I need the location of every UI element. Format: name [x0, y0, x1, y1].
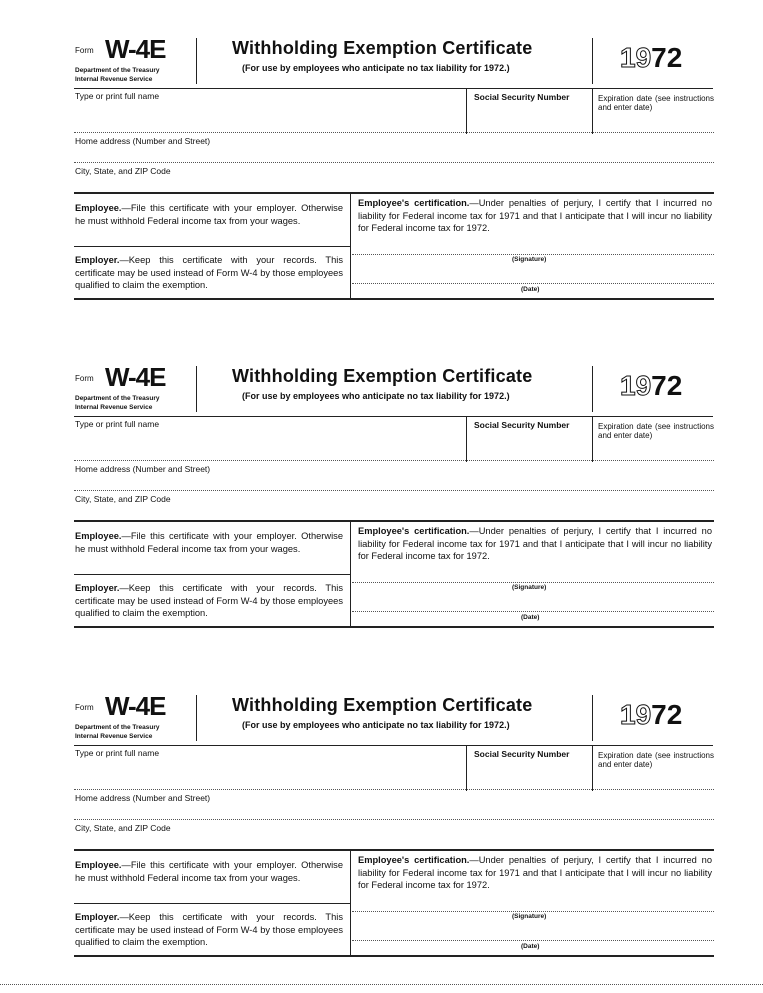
employee-certification [358, 854, 712, 892]
service: Internal Revenue Service [75, 733, 153, 740]
form-copy-3 [0, 693, 763, 993]
form-subtitle: (For use by employees who anticipate no tax liability for 1972.) [242, 391, 510, 401]
employee-heading: Employee. [75, 860, 122, 870]
signature-label: (Signature) [512, 584, 547, 591]
ssn-label: Social Security Number [474, 92, 570, 102]
expiration-field[interactable] [594, 769, 714, 789]
name-label: Type or print full name [75, 748, 160, 758]
employer-instructions [75, 911, 343, 949]
form-code: W-4E [105, 691, 166, 721]
employer-heading: Employer. [75, 583, 120, 593]
date-label: (Date) [521, 943, 540, 950]
form-copy-1 [0, 36, 763, 336]
employer-instructions [75, 254, 343, 292]
employee-certification [358, 525, 712, 563]
signature-label: (Signature) [512, 256, 547, 263]
expiration-label: Expiration date (see instructions and enter date) [598, 422, 714, 440]
address-field[interactable] [74, 146, 714, 162]
cut-line [0, 984, 763, 985]
tax-year [620, 699, 682, 731]
year-solid: 72 [651, 699, 683, 730]
form-subtitle: (For use by employees who anticipate no tax liability for 1972.) [242, 63, 510, 73]
form-title: Withholding Exemption Certificate [232, 38, 533, 58]
name-field[interactable] [74, 102, 464, 132]
signature-label: (Signature) [512, 913, 547, 920]
expiration-field[interactable] [594, 112, 714, 132]
date-label: (Date) [521, 286, 540, 293]
cert-heading: Employee's certification. [358, 526, 470, 536]
year-solid: 72 [651, 370, 683, 401]
agency [75, 723, 160, 741]
form-label: Form [75, 374, 94, 383]
employer-text: —Keep this certificate with your records. This certificate may be used instead of Form W-4 by those employees qualified to claim the exemption. [75, 255, 343, 290]
employer-heading: Employer. [75, 255, 120, 265]
service: Internal Revenue Service [75, 404, 153, 411]
form-code: W-4E [105, 34, 166, 64]
city-label: City, State, and ZIP Code [75, 823, 171, 833]
employer-text: —Keep this certificate with your records. This certificate may be used instead of Form W-4 by those employees qualified to claim the exemption. [75, 912, 343, 947]
cert-heading: Employee's certification. [358, 198, 470, 208]
date-label: (Date) [521, 614, 540, 621]
city-label: City, State, and ZIP Code [75, 494, 171, 504]
department: Department of the Treasury [75, 395, 160, 402]
employee-instructions [75, 859, 343, 884]
ssn-field[interactable] [468, 759, 590, 789]
signature-field[interactable] [352, 562, 714, 582]
expiration-label: Expiration date (see instructions and enter date) [598, 94, 714, 112]
address-field[interactable] [74, 803, 714, 819]
expiration-label: Expiration date (see instructions and enter date) [598, 751, 714, 769]
city-field[interactable] [74, 176, 714, 190]
employee-instructions [75, 202, 343, 227]
agency [75, 394, 160, 412]
form-label: Form [75, 703, 94, 712]
name-field[interactable] [74, 759, 464, 789]
year-outline: 19 [620, 370, 652, 401]
employee-certification [358, 197, 712, 235]
expiration-field[interactable] [594, 440, 714, 460]
ssn-label: Social Security Number [474, 420, 570, 430]
date-field[interactable] [352, 923, 714, 940]
year-outline: 19 [620, 42, 652, 73]
date-field[interactable] [352, 594, 714, 611]
employer-heading: Employer. [75, 912, 120, 922]
year-solid: 72 [651, 42, 683, 73]
employee-heading: Employee. [75, 531, 122, 541]
cert-heading: Employee's certification. [358, 855, 470, 865]
employer-instructions [75, 582, 343, 620]
ssn-field[interactable] [468, 430, 590, 460]
department: Department of the Treasury [75, 724, 160, 731]
employee-text: —File this certificate with your employer. Otherwise he must withhold Federal income tax from your wages. [75, 203, 343, 226]
year-outline: 19 [620, 699, 652, 730]
cert-text: —Under penalties of perjury, I certify that I incurred no liability for Federal income tax for 1971 and that I anticipate that I will incur no liability for Federal income tax for 1972. [358, 855, 712, 890]
city-field[interactable] [74, 833, 714, 847]
tax-year [620, 42, 682, 74]
ssn-field[interactable] [468, 102, 590, 132]
signature-field[interactable] [352, 234, 714, 254]
address-field[interactable] [74, 474, 714, 490]
form-title: Withholding Exemption Certificate [232, 695, 533, 715]
name-label: Type or print full name [75, 91, 160, 101]
employee-text: —File this certificate with your employer. Otherwise he must withhold Federal income tax from your wages. [75, 531, 343, 554]
employer-text: —Keep this certificate with your records. This certificate may be used instead of Form W-4 by those employees qualified to claim the exemption. [75, 583, 343, 618]
signature-field[interactable] [352, 891, 714, 911]
form-copy-2 [0, 364, 763, 664]
employee-heading: Employee. [75, 203, 122, 213]
form-code: W-4E [105, 362, 166, 392]
city-label: City, State, and ZIP Code [75, 166, 171, 176]
ssn-label: Social Security Number [474, 749, 570, 759]
date-field[interactable] [352, 266, 714, 283]
form-subtitle: (For use by employees who anticipate no tax liability for 1972.) [242, 720, 510, 730]
employee-instructions [75, 530, 343, 555]
address-label: Home address (Number and Street) [75, 464, 211, 474]
tax-year [620, 370, 682, 402]
employee-text: —File this certificate with your employer. Otherwise he must withhold Federal income tax from your wages. [75, 860, 343, 883]
address-label: Home address (Number and Street) [75, 136, 211, 146]
cert-text: —Under penalties of perjury, I certify that I incurred no liability for Federal income tax for 1971 and that I anticipate that I will incur no liability for Federal income tax for 1972. [358, 198, 712, 233]
form-label: Form [75, 46, 94, 55]
name-label: Type or print full name [75, 419, 160, 429]
service: Internal Revenue Service [75, 76, 153, 83]
agency [75, 66, 160, 84]
city-field[interactable] [74, 504, 714, 518]
name-field[interactable] [74, 430, 464, 460]
form-title: Withholding Exemption Certificate [232, 366, 533, 386]
address-label: Home address (Number and Street) [75, 793, 211, 803]
department: Department of the Treasury [75, 67, 160, 74]
cert-text: —Under penalties of perjury, I certify that I incurred no liability for Federal income tax for 1971 and that I anticipate that I will incur no liability for Federal income tax for 1972. [358, 526, 712, 561]
